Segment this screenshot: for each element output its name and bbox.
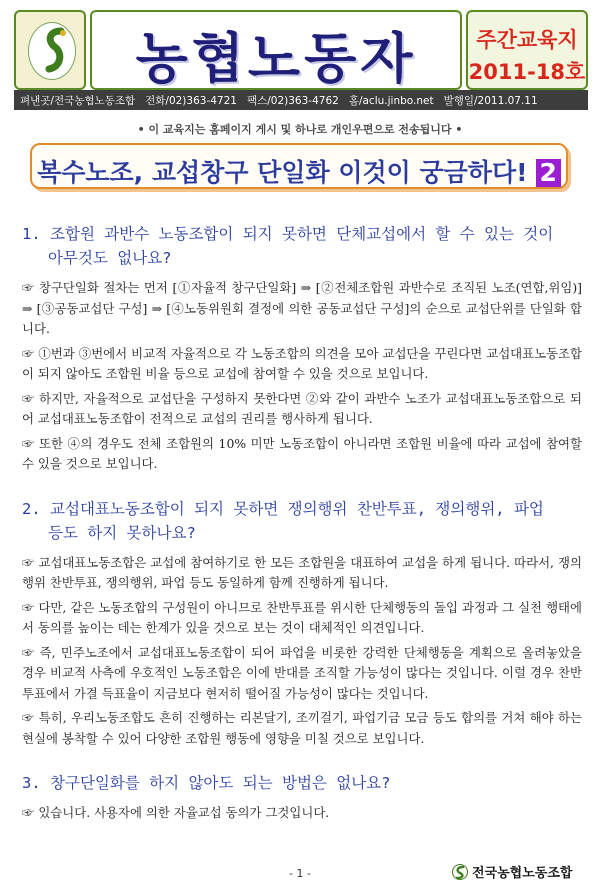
headline (32, 153, 566, 189)
answer-paragraph: ☞ 즉, 민주노조에서 교섭대표노동조합이 되어 파업을 비롯한 강력한 단체행동을 계획으로 올려놓았을 경우 비교적 사측에 우호적인 노동조합은 이에 반대를 조직할 가능성이 많다는 것입니다. 이럴 경우 찬반투표에서 가결 득표율이 지금보다 현저히 떨어질 가능성이 많다는 것입니다. (22, 644, 582, 701)
publisher: 펴낸곳/전국농협노동조합 (20, 94, 136, 107)
answer-paragraph: ☞ 창구단일화 절차는 먼저 [①자율적 창구단일화] ⇒ [②전체조합원 과반수로 조직된 노조(연합,위임)] ⇒ [③공동교섭단 구성] ⇒ [④노동위원회 결정에 의한 공동교섭단 구성]의 순으로 교섭단위를 단일화 합니다. (22, 280, 582, 336)
publication-info-bar (14, 90, 588, 110)
answer-paragraph: ☞ 있습니다. 사용자에 의한 자율교섭 동의가 그것입니다. (22, 805, 330, 820)
issue-type: 주간교육지 (476, 28, 578, 52)
headline-text: 복수노조, 교섭창구 단일화 이것이 궁금하다! (37, 158, 528, 187)
question-line: 등도 하지 못하나요? (48, 523, 196, 542)
logo-emblem-icon (28, 22, 76, 80)
page-number: - 1 - (289, 867, 311, 880)
qa-section-2 (22, 497, 582, 750)
issue-box (466, 10, 588, 90)
union-logo-icon (452, 864, 468, 880)
newsletter-title: 농협노동자 (135, 27, 417, 90)
union-logo (14, 10, 86, 90)
answer-paragraph: ☞ ①번과 ③번에서 비교적 자율적으로 각 노동조합의 의견을 모아 교섭단을 꾸린다면 교섭대표노동조합이 되지 않아도 조합원 비율 등으로 교섭에 참여할 수 있을 것으로 보입니다. (22, 345, 582, 381)
answer-paragraph: ☞ 특히, 우리노동조합도 흔히 진행하는 리본달기, 조끼걸기, 파업기금 모금 등도 합의를 거쳐 해야 하는 현실에 봉착할 수 있어 다양한 조합원 행동에 영향을 미칠 것으로 보입니다. (22, 710, 582, 746)
answer-paragraph: ☞ 교섭대표노동조합은 교섭에 참여하기로 한 모든 조합원을 대표하여 교섭을 하게 됩니다. 따라서, 쟁의행위 찬반투표, 쟁의행위, 파업 등도 동일하게 함께 진행하게 됩니다. (22, 554, 582, 590)
headline-box (30, 143, 568, 189)
masthead-title-band (90, 10, 462, 90)
question-heading (22, 771, 582, 795)
publish-date: 발행일/2011.07.11 (443, 94, 538, 107)
headline-number-badge: 2 (536, 159, 561, 187)
answer-paragraph: ☞ 다만, 같은 노동조합의 구성원이 아니므로 찬반투표를 위시한 단체행동의 돌입 과정과 그 실천 행태에서 동의를 높이는 데는 한계가 있을 것으로 보는 것이 대체적인 의견입니다. (22, 599, 582, 635)
footer-org-name: 전국농협노동조합 (472, 866, 573, 881)
question-line: 아무것도 없나요? (48, 249, 172, 267)
qa-section-3 (22, 771, 582, 824)
issue-number: 2011-18호 (468, 60, 586, 84)
answer-paragraph: ☞ 하지만, 자율적으로 교섭단을 구성하지 못한다면 ②와 같이 과반수 노조가 교섭대표노동조합으로 되어 교섭대표노동조합이 전적으로 교섭의 권리를 행사하게 됩니다. (22, 390, 582, 426)
homepage: 홈/aclu.jinbo.net (348, 94, 434, 107)
masthead (14, 10, 588, 90)
article-body (22, 222, 582, 846)
qa-section-1 (22, 222, 582, 475)
question-line: 2. 교섭대표노동조합이 되지 못하면 쟁의행위 찬반투표, 쟁의행위, 파업 (22, 499, 544, 518)
question-line: 3. 창구단일화를 하지 않아도 되는 방법은 없나요? (22, 774, 391, 792)
question-heading (22, 497, 582, 545)
phone: 전화/02)363-4721 (145, 94, 237, 107)
question-heading (22, 222, 582, 270)
answer-paragraph: ☞ 또한 ④의 경우도 전체 조합원의 10% 미만 노동조합이 아니라면 조합원 비율에 따라 교섭에 참여할 수 있을 것으로 보입니다. (22, 435, 582, 471)
footer-org (452, 862, 572, 881)
distribution-notice: • 이 교육지는 홈페이지 게시 및 하나로 개인우편으로 전송됩니다 • (137, 123, 463, 136)
fax: 팩스/02)363-4762 (246, 94, 339, 107)
question-line: 1. 조합원 과반수 노동조합이 되지 못하면 단체교섭에서 할 수 있는 것이 (22, 225, 554, 243)
